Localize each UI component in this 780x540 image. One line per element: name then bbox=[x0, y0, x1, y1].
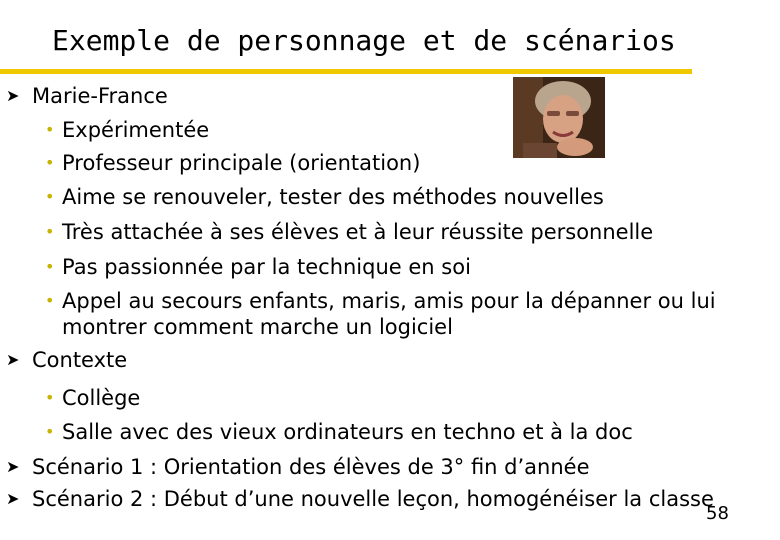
arrow-bullet-icon: ➤ bbox=[6, 489, 20, 508]
bullet-scenario-2: Scénario 2 : Début d’une nouvelle leçon, homogénéiser la classe bbox=[32, 487, 714, 511]
persona-item: Appel au secours enfants, maris, amis pour la dépanner ou lui bbox=[62, 289, 716, 313]
dot-bullet-icon: • bbox=[45, 187, 55, 206]
dot-bullet-icon: • bbox=[45, 222, 55, 241]
bullet-marie-france: Marie-France bbox=[32, 84, 168, 108]
context-item: Collège bbox=[62, 386, 141, 410]
dot-bullet-icon: • bbox=[45, 153, 55, 172]
arrow-bullet-icon: ➤ bbox=[6, 86, 20, 105]
persona-item: Professeur principale (orientation) bbox=[62, 151, 421, 175]
arrow-bullet-icon: ➤ bbox=[6, 457, 20, 476]
dot-bullet-icon: • bbox=[45, 291, 55, 310]
persona-photo bbox=[513, 77, 605, 158]
arrow-bullet-icon: ➤ bbox=[6, 350, 20, 369]
slide-title: Exemple de personnage et de scénarios bbox=[52, 24, 676, 57]
persona-item: Aime se renouveler, tester des méthodes nouvelles bbox=[62, 185, 604, 209]
bullet-contexte: Contexte bbox=[32, 348, 128, 372]
persona-portrait-image bbox=[513, 77, 605, 158]
dot-bullet-icon: • bbox=[45, 120, 55, 139]
persona-item-continuation: montrer comment marche un logiciel bbox=[62, 315, 453, 339]
context-item: Salle avec des vieux ordinateurs en techno et à la doc bbox=[62, 420, 633, 444]
persona-item: Pas passionnée par la technique en soi bbox=[62, 255, 471, 279]
bullet-scenario-1: Scénario 1 : Orientation des élèves de 3° fin d’année bbox=[32, 455, 590, 479]
persona-item: Expérimentée bbox=[62, 118, 210, 142]
title-underline bbox=[0, 69, 692, 74]
dot-bullet-icon: • bbox=[45, 257, 55, 276]
persona-item: Très attachée à ses élèves et à leur réussite personnelle bbox=[62, 220, 654, 244]
dot-bullet-icon: • bbox=[45, 422, 55, 441]
page-number: 58 bbox=[706, 503, 729, 524]
dot-bullet-icon: • bbox=[45, 388, 55, 407]
